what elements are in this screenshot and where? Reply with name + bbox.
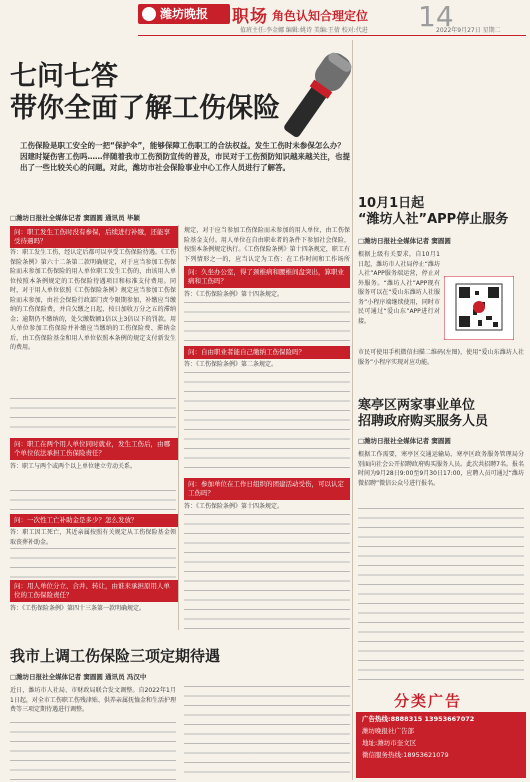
column-divider <box>178 225 179 630</box>
text-lines <box>10 548 176 578</box>
question-box: 问：自由职业者能自己缴纳工伤保险吗？ <box>184 346 350 359</box>
question-box: 问：职工在两个用人单位同时就业，发生工伤后，由哪个单位依法承担工伤保险责任？ <box>10 438 178 460</box>
text-lines <box>184 686 350 780</box>
answer-text: 答：《工伤保险条例》第二条规定。 <box>184 361 278 368</box>
answer-text: 答：职工发生工伤，经认定后都可以享受工伤保险待遇。《工伤保险条例》第六十二条第二款明确规定，对于应当参加工伤保险而未参加工伤保险的用人单位职工发生工伤的，由该用人单位按照本条例规定的工伤保险待遇项目和标准支付费用。同时，对于用人单位依照《工伤保险条例》规定应当参加工伤保险而未参加，由社会保险行政部门责令限期参加，补缴应当缴纳的工伤保险费，并自欠缴之日起，按日加收万分之五的滞纳金；逾期仍不缴纳的，处欠缴数额1倍以上3倍以下的罚款。用人单位参加工伤保险并补缴应当缴纳的工伤保险费、滞纳金后，由工伤保险基金和用人单位依照本条例的规定支付新发生的费用。 <box>10 249 176 351</box>
microphone-illustration <box>272 40 362 150</box>
right-story1-title-line1: 10月1日起 <box>358 196 425 211</box>
right-story2-byline: □潍坊日报社全媒体记者 窦圆圆 <box>358 437 451 445</box>
text-lines <box>184 302 350 342</box>
ad-line: 微信服务热线:18953621079 <box>362 751 449 759</box>
right-story2-text: 根据工作需要，寒亭区交通运输局、寒亭区政务服务管理局分别面向社会公开招聘政府购买服务人员。此次共招聘7名。报名时间为9月28日9:00至9月30日17:00，应聘人员可通过“潍坊微招聘”微信公众号进行报名。 <box>358 451 524 487</box>
page-number: 14 <box>418 0 454 33</box>
answer-text: 答：《工伤保险条例》第十四条规定。 <box>184 291 284 298</box>
text-lines <box>10 722 176 780</box>
text-lines <box>184 372 350 472</box>
text-lines <box>10 490 176 512</box>
text-lines <box>184 514 350 630</box>
brand-icon <box>142 7 156 21</box>
story2-text: 近日，潍坊市人社局、市财政局联合发文调整。自2022年1月1日起，对全市工伤职工伤残津贴、供养亲属抚恤金和生活护理费等三项定期待遇进行调整。 <box>10 687 176 713</box>
question-box: 问：一次性工亡补助金是多少？怎么发放？ <box>10 514 178 527</box>
answer-text: 答：《工伤保险条例》第十四条规定。 <box>184 503 284 510</box>
qr-caption: 市民可使用手机微信扫描二维码(左图)，使用“爱山东潍坊人社服务”小程序实现对应功能。 <box>358 349 524 366</box>
ad-hotline: 广告热线:8888315 13953667072 <box>362 715 475 723</box>
text-lines <box>10 398 176 436</box>
ad-line: 潍坊晚报社广告部 <box>362 727 414 735</box>
qr-code-icon <box>444 276 514 340</box>
ad-line: 地址:潍坊市奎文区 <box>362 739 417 747</box>
question-box: 问：职工发生工伤时没有参保，后续进行补缴，还能享受待遇吗？ <box>10 226 178 248</box>
right-story1-title-line2: “潍坊人社”APP停止服务 <box>358 212 509 227</box>
answer-text: 答：《工伤保险条例》第四十三条第一款明确规定。 <box>10 605 146 612</box>
story2-byline: □潍坊日报社全媒体记者 窦圆圆 通讯员 冯汉中 <box>10 673 147 681</box>
story2-title: 我市上调工伤保险三项定期待遇 <box>10 647 221 665</box>
main-byline: □潍坊日报社全媒体记者 窦圆圆 通讯员 毕颖 <box>10 214 140 222</box>
main-title-line1: 七问七答 <box>10 61 118 92</box>
question-box: 问：用人单位分立、合并、转让，由谁来承担原用人单位的工伤保险责任？ <box>10 580 178 602</box>
answer-text: 规定，对于应当参加工伤保险而未参加的用人单位，由工伤保险基金支付。用人单位在自由职业者的条件下参加社会保险，按照本条例规定执行。《工伤保险条例》第十四条规定，职工有下列情形之一的，应当认定为工伤：在工作时间和工作场所 <box>184 227 350 263</box>
header-rule <box>138 35 526 36</box>
main-title-line2: 带你全面了解工伤保险 <box>10 93 280 124</box>
answer-text: 答：职工与两个或两个以上单位建立劳动关系。 <box>10 463 137 470</box>
question-box: 问：参加单位在工作日组织的团建活动受伤，可以认定工伤吗？ <box>184 478 350 500</box>
right-story1-text: 根据上级有关要求，自10月1日起，潍坊市人社局停止“潍坊人社”APP服务端运营，停止对外服务。“潍坊人社”APP现有服务可以在“爱山东潍坊人社服务”小程序端继续使用，同时市民可通过“爱山东”APP进行对接。 <box>358 251 440 325</box>
classified-ad-title: 分类广告 <box>394 692 463 710</box>
section-name: 职场 <box>232 7 268 27</box>
answer-text: 答：职工因工死亡，其近亲属按照有关规定从工伤保险基金领取丧葬补助金。 <box>10 529 176 546</box>
brand-name: 潍坊晚报 <box>160 7 209 21</box>
question-box: 问：久坐办公室，得了颈椎病和腰椎间盘突出，算职业病和工伤吗？ <box>184 266 350 288</box>
right-story1-byline: □潍坊日报社全媒体记者 窦圆圆 <box>358 237 451 245</box>
section-subtitle: 角色认知合理定位 <box>272 9 369 23</box>
issue-date: 2022年9月27日 星期二 <box>436 27 501 34</box>
right-story2-title-line2: 招聘政府购买服务人员 <box>358 414 489 429</box>
right-story2-title-line1: 寒亭区两家事业单位 <box>358 398 476 413</box>
editor-credits: 值班主任:李金娜 编辑:姚诗 美编:王倩 校对:代进 <box>240 27 368 34</box>
text-lines <box>358 508 524 688</box>
main-lead: 工伤保险是职工安全的一把“保护伞”，能够保障工伤职工的合法权益。发生工伤时未参保怎么办？因建时疑伤害工伤吗……伴随着我市工伤预防宣传的普及，市民对于工伤预防知识越来越关注，也提出了一些比较关心的问题。对此，潍坊市社会保险事业中心工作人员进行了解答。 <box>20 141 350 172</box>
column-divider <box>352 40 353 780</box>
